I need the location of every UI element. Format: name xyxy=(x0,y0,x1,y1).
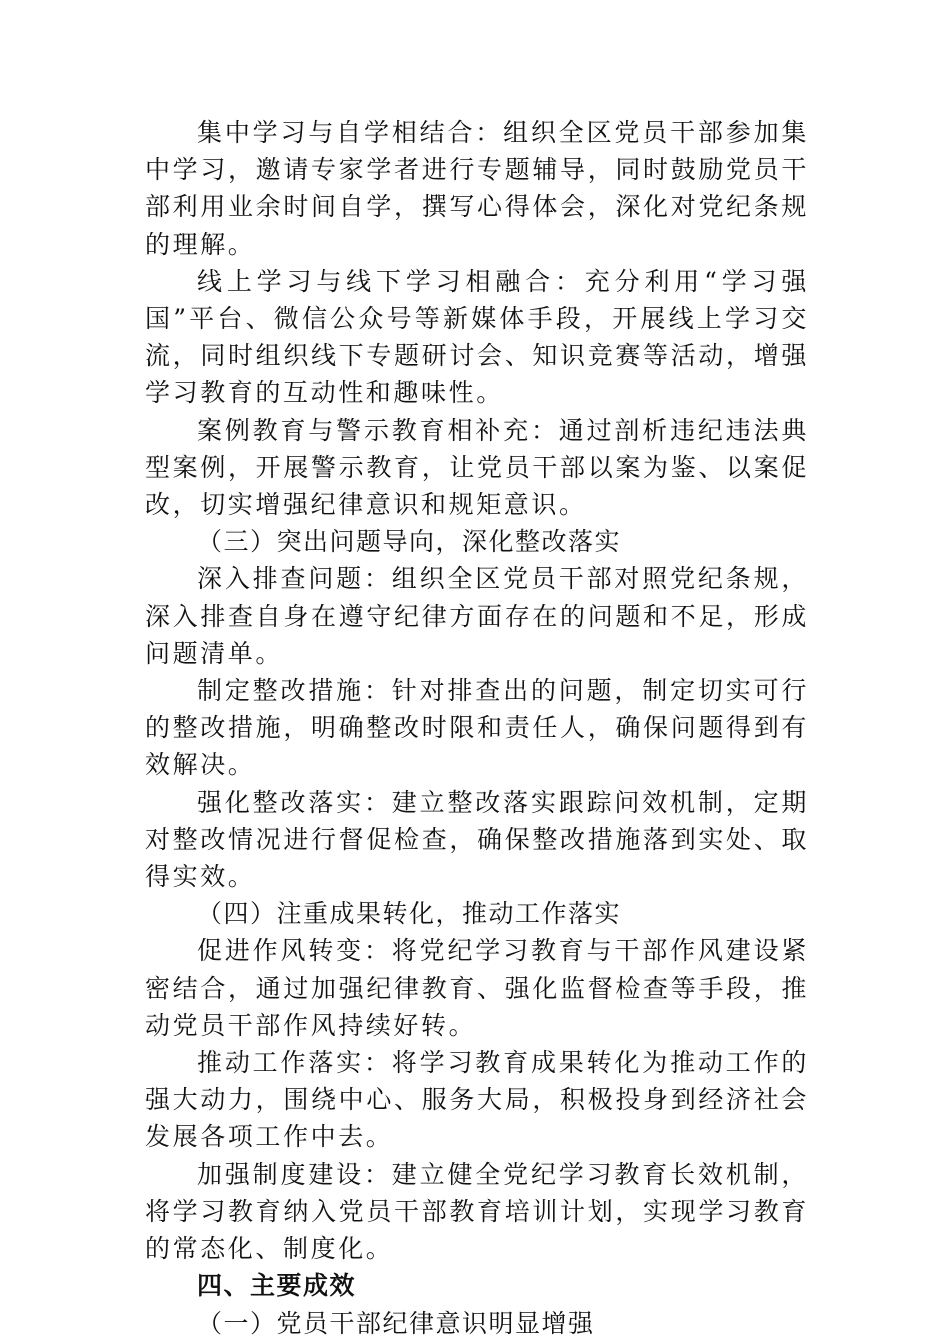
chapter-heading-main-results: 四、主要成效 xyxy=(197,1271,357,1301)
paragraph-system-building: 加强制度建设：建立健全党纪学习教育长效机制，将学习教育纳入党员干部教育培训计划，实现学习教育的常态化、制度化。 xyxy=(145,1159,809,1264)
document-body xyxy=(145,114,809,1342)
paragraph-investigate-problems: 深入排查问题：组织全区党员干部对照党纪条规，深入排查自身在遵守纪律方面存在的问题和不足，形成问题清单。 xyxy=(145,564,809,668)
paragraph-work-implementation: 推动工作落实：将学习教育成果转化为推动工作的强大动力，围绕中心、服务大局，积极投身到经济社会发展各项工作中去。 xyxy=(145,1048,809,1152)
section-heading-discipline-awareness: （一）党员干部纪律意识明显增强 xyxy=(197,1308,595,1338)
paragraph-rectification-measures: 制定整改措施：针对排查出的问题，制定切实可行的整改措施，明确整改时限和责任人，确保问题得到有效解决。 xyxy=(145,676,809,780)
section-heading-3: （三）突出问题导向，深化整改落实 xyxy=(197,527,622,557)
paragraph-centralized-study: 集中学习与自学相结合：组织全区党员干部参加集中学习，邀请专家学者进行专题辅导，同时鼓励党员干部利用业余时间自学，撰写心得体会，深化对党纪条规的理解。 xyxy=(145,118,809,259)
paragraph-online-offline-study: 线上学习与线下学习相融合：充分利用“学习强国”平台、微信公众号等新媒体手段，开展线上学习交流，同时组织线下专题研讨会、知识竞赛等活动，增强学习教育的互动性和趣味性。 xyxy=(145,266,809,408)
paragraph-strengthen-rectification: 强化整改落实：建立整改落实跟踪问效机制，定期对整改情况进行督促检查，确保整改措施落到实处、取得实效。 xyxy=(145,787,809,892)
paragraph-style-change: 促进作风转变：将党纪学习教育与干部作风建设紧密结合，通过加强纪律教育、强化监督检查等手段，推动党员干部作风持续好转。 xyxy=(145,936,809,1040)
paragraph-case-education: 案例教育与警示教育相补充：通过剖析违纪违法典型案例，开展警示教育，让党员干部以案为鉴、以案促改，切实增强纪律意识和规矩意识。 xyxy=(145,415,809,520)
section-heading-4: （四）注重成果转化，推动工作落实 xyxy=(197,899,622,929)
